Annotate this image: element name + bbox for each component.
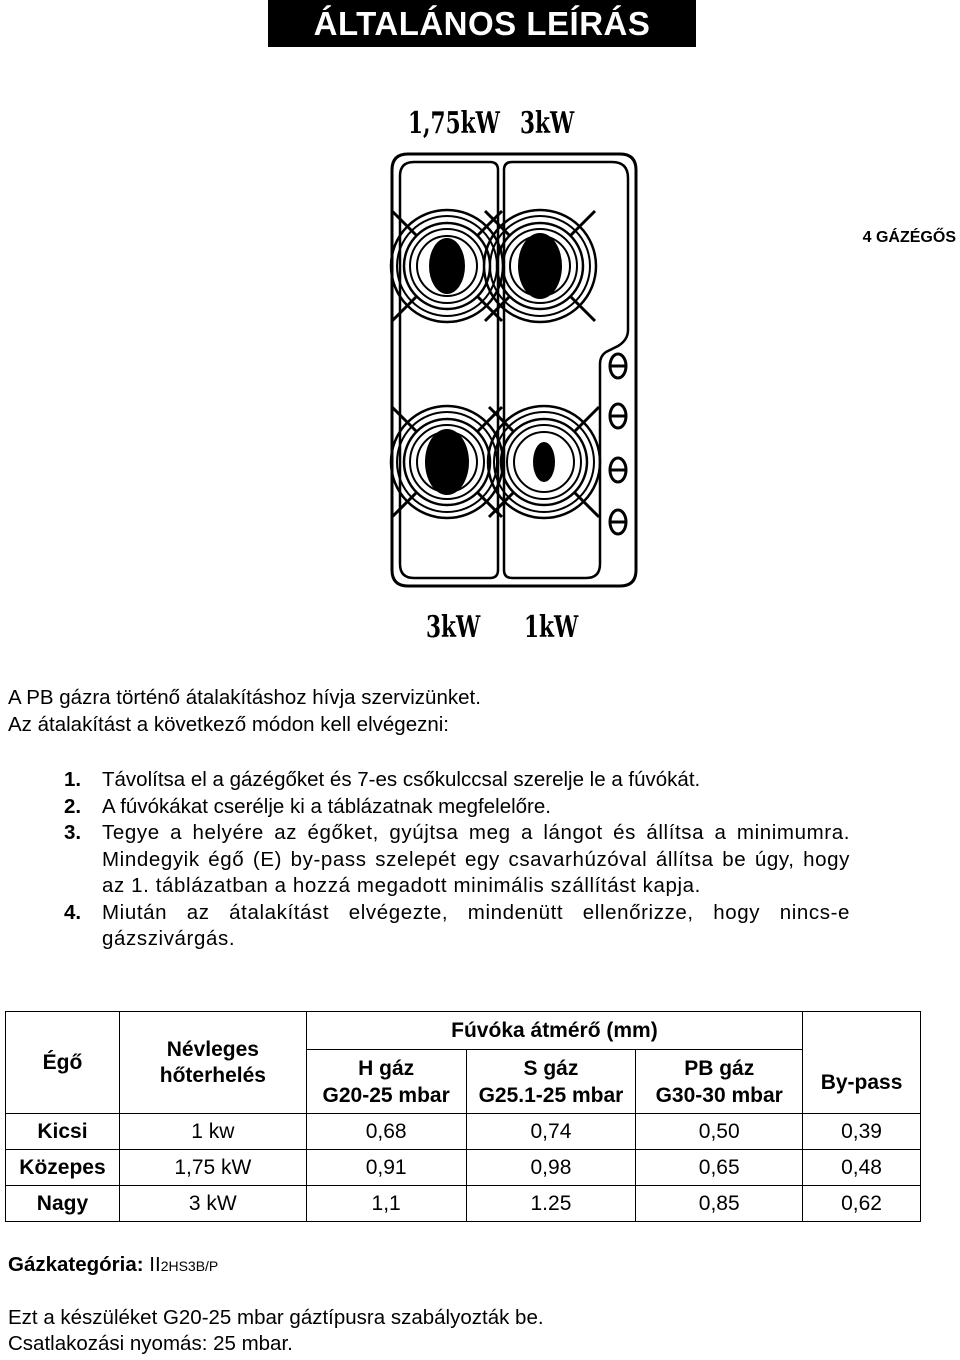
header-s-gas: S gáz G25.1-25 mbar xyxy=(466,1050,636,1114)
burner-top-left xyxy=(391,210,503,322)
table-row xyxy=(6,1114,921,1150)
table-row xyxy=(6,1186,921,1222)
step-text: Miután az átalakítást elvégezte, mindenütt ellenőrizze, hogy nincs-e gázszivárgás. xyxy=(102,900,850,950)
footer-text xyxy=(8,1305,544,1357)
footer-line-1: Ezt a készüléket G20-25 mbar gáztípusra szabályozták be. xyxy=(8,1306,544,1329)
cell-bypass: 0,39 xyxy=(803,1114,921,1150)
cell-h-gas: 0,91 xyxy=(306,1150,466,1186)
gas-category-code-sub: 2HS3B/P xyxy=(160,1258,219,1274)
page-title: ÁLTALÁNOS LEÍRÁS xyxy=(268,0,696,47)
cell-power: 1,75 kW xyxy=(119,1150,306,1186)
cell-power: 1 kw xyxy=(119,1114,306,1150)
cell-bypass: 0,62 xyxy=(803,1186,921,1222)
cell-h-gas: 1,1 xyxy=(306,1186,466,1222)
cell-s-gas: 0,98 xyxy=(466,1150,636,1186)
cell-power: 3 kW xyxy=(119,1186,306,1222)
cell-burner: Kicsi xyxy=(6,1114,120,1150)
cell-bypass: 0,48 xyxy=(803,1150,921,1186)
step-text: A fúvókákat cserélje ki a táblázatnak megfelelőre. xyxy=(102,794,551,818)
header-pb-gas: PB gáz G30-30 mbar xyxy=(636,1050,803,1114)
cell-s-gas: 0,74 xyxy=(466,1114,636,1150)
hob-drawing xyxy=(380,150,650,650)
nozzle-table xyxy=(5,1011,921,1222)
header-h-gas: H gáz G20-25 mbar xyxy=(306,1050,466,1114)
cell-pb-gas: 0,65 xyxy=(636,1150,803,1186)
cell-burner: Nagy xyxy=(6,1186,120,1222)
control-knobs xyxy=(610,354,626,534)
steps-list xyxy=(64,767,850,953)
header-bypass: By-pass xyxy=(803,1012,921,1114)
step-text: Távolítsa el a gázégőket és 7-es csőkulccsal szerelje le a fúvókát. xyxy=(102,768,701,791)
list-item xyxy=(64,820,850,900)
burner-bottom-left xyxy=(391,406,503,518)
cell-pb-gas: 0,50 xyxy=(636,1114,803,1150)
step-number: 2. xyxy=(64,794,82,818)
footer-line-2: Csatlakozási nyomás: 25 mbar. xyxy=(8,1332,293,1355)
header-nozzle-diameter: Fúvóka átmérő (mm) xyxy=(306,1012,802,1050)
table-row xyxy=(6,1150,921,1186)
cell-pb-gas: 0,85 xyxy=(636,1186,803,1222)
step-number: 3. xyxy=(64,821,82,844)
gas-category xyxy=(8,1253,218,1277)
gas-category-code: II xyxy=(149,1253,161,1276)
cooktop-diagram xyxy=(380,100,660,660)
intro-line-1: A PB gázra történő átalakításhoz hívja szervizünket. xyxy=(8,686,481,709)
intro-text xyxy=(8,684,481,738)
top-right-power-label: 3kW xyxy=(520,106,575,141)
burner-top-right xyxy=(484,210,596,322)
list-item xyxy=(64,900,850,953)
cell-burner: Közepes xyxy=(6,1150,120,1186)
header-nominal-load: Névleges hőterhelés xyxy=(119,1012,306,1114)
step-number: 4. xyxy=(64,900,82,924)
bottom-left-power-label: 3kW xyxy=(426,610,481,645)
list-item xyxy=(64,794,850,821)
step-number: 1. xyxy=(64,768,82,791)
cell-s-gas: 1.25 xyxy=(466,1186,636,1222)
top-left-power-label: 1,75kW xyxy=(408,106,500,141)
header-burner: Égő xyxy=(6,1012,120,1114)
list-item xyxy=(64,767,850,794)
gas-category-label: Gázkategória: xyxy=(8,1253,144,1276)
intro-line-2: Az átalakítást a következő módon kell elvégezni: xyxy=(8,713,449,736)
cell-h-gas: 0,68 xyxy=(306,1114,466,1150)
burner-count-label: 4 GÁZÉGŐS xyxy=(862,229,956,246)
bottom-right-power-label: 1kW xyxy=(524,610,579,645)
step-text: Tegye a helyére az égőket, gyújtsa meg a lángot és állítsa a minimumra. Mindegyik égő (E) by-pass szelepét egy csavarhúzóval állítsa be úgy, hogy az 1. táblázatban a hozzá megadott minimális szállítást kapja. xyxy=(102,821,850,897)
